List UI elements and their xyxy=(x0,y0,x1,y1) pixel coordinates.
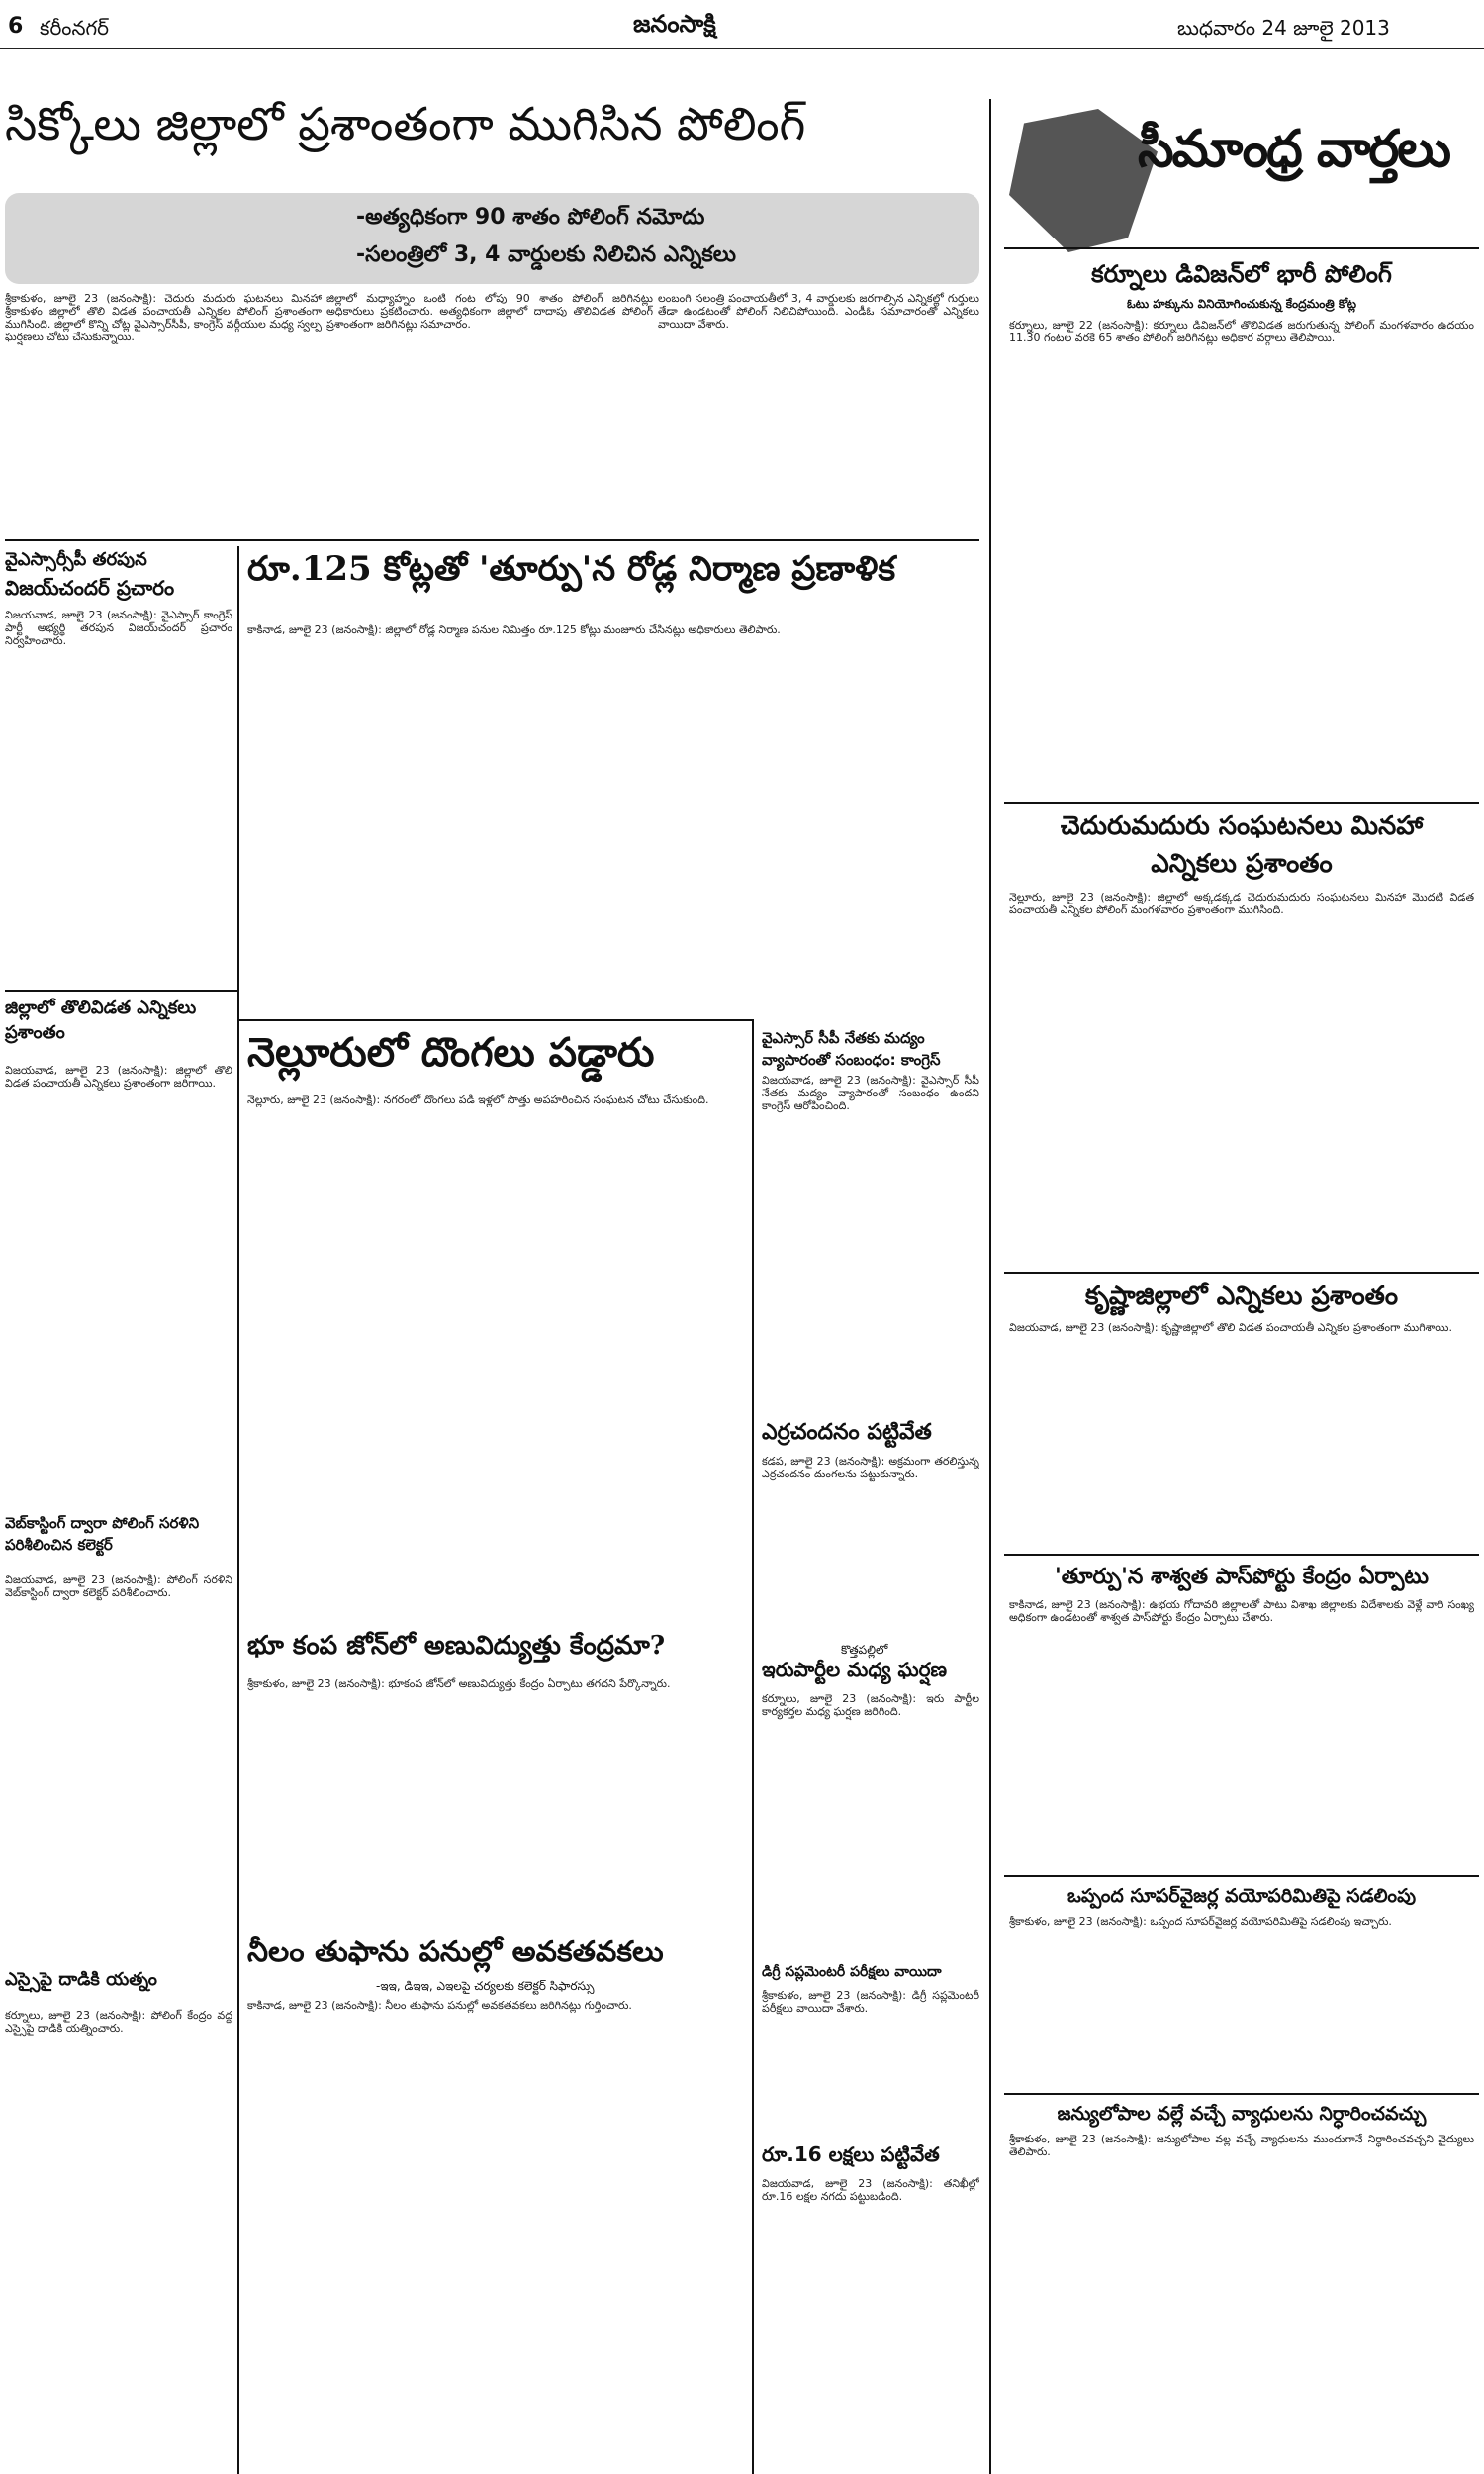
subtitle-1: -అత్యధికంగా 90 శాతం పోలింగ్ నమోదు xyxy=(356,205,705,230)
divider xyxy=(752,1019,754,2474)
genetic-body: శ్రీకాకుళం, జూలై 23 (జనంసాక్షి): జన్యులోపాల వల్ల వచ్చే వ్యాధులను ముందుగానే నిర్ధారించవచ్చని వైద్యులు తెలిపారు. xyxy=(1009,2133,1474,2158)
divider xyxy=(1004,1272,1479,1274)
sp-attack-body: కర్నూలు, జూలై 23 (జనంసాక్షి): పోలింగ్ కేంద్రం వద్ద ఎస్సైపై దాడికి యత్నించారు. xyxy=(5,2009,232,2035)
nuclear-headline: భూ కంప జోన్‌లో అణువిద్యుత్తు కేంద్రమా? xyxy=(247,1631,666,1661)
divider xyxy=(989,99,991,2474)
ysrcp-subtitle: విజయ్‌చందర్ ప్రచారం xyxy=(5,576,175,600)
passport-body: కాకినాడ, జూలై 23 (జనంసాక్షి): ఉభయ గోదావరి జిల్లాలతో పాటు విశాఖ జిల్లాలకు విదేశాలకు వెళ్లే వారి సంఖ్య అధికంగా ఉండటంతో శాశ్వత పాస్‌పోర్టు కేంద్రం ఏర్పాటు చేశారు. xyxy=(1009,1598,1474,1624)
main-col-2: జిల్లాలో మధ్యాహ్నం ఒంటి గంట లోపు 90 శాతం పోలింగ్ జరిగినట్లు అధికారులు ప్రకటించారు. అత్యధికంగా జిల్లాలో దాదాపు తొలివిడత పోలింగ్ ప్రశాంతంగా జరిగినట్లు సమాచారం. xyxy=(326,292,653,331)
kurnool-subtitle: ఓటు హక్కును వినియోగించుకున్న కేంద్రమంత్రి కోట్ల xyxy=(1126,297,1357,311)
roads-body: కాకినాడ, జూలై 23 (జనంసాక్షి): జిల్లాలో రోడ్ల నిర్మాణ పనుల నిమిత్తం రూ.125 కోట్లు మంజూరు చేసినట్లు అధికారులు తెలిపారు. xyxy=(247,623,781,636)
contract-body: శ్రీకాకుళం, జూలై 23 (జనంసాక్షి): ఒప్పంద సూపర్‌వైజర్ల వయోపరిమితిపై సడలింపు ఇచ్చారు. xyxy=(1009,1915,1392,1928)
passport-headline: 'తూర్పు'న శాశ్వత పాస్‌పోర్టు కేంద్రం ఏర్పాటు xyxy=(1055,1564,1429,1589)
thieves-headline: నెల్లూరులో దొంగలు పడ్డారు xyxy=(247,1029,655,1076)
clash-kicker: కొత్తపల్లిలో xyxy=(841,1643,888,1657)
sandal-title: ఎర్రచందనం పట్టివేత xyxy=(762,1420,932,1445)
nuclear-body: శ్రీకాకుళం, జూలై 23 (జనంసాక్షి): భూకంప జోన్‌లో అణువిద్యుత్తు కేంద్రం ఏర్పాటు తగదని పేర్కొన్నారు. xyxy=(247,1677,671,1690)
page-header xyxy=(0,0,1484,49)
divider xyxy=(237,1019,752,1021)
divider xyxy=(5,990,237,992)
sandal-body: కడప, జూలై 23 (జనంసాక్షి): అక్రమంగా తరలిస్తున్న ఎర్రచందనం దుంగలను పట్టుకున్నారు. xyxy=(762,1455,979,1480)
roads-headline: రూ.125 కోట్లతో 'తూర్పు'న రోడ్ల నిర్మాణ ప్రణాళిక xyxy=(247,549,896,589)
liquor-title: రూ.16 లక్షలు పట్టివేత xyxy=(762,2142,940,2166)
divider xyxy=(1004,247,1479,249)
thieves-body: నెల్లూరు, జూలై 23 (జనంసాక్షి): నగరంలో దొంగలు పడి ఇళ్లలో సొత్తు అపహరించిన సంఘటన చోటు చేసుకుంది. xyxy=(247,1094,709,1106)
divider xyxy=(1004,802,1479,804)
divider xyxy=(5,539,979,541)
degree-body: శ్రీకాకుళం, జూలై 23 (జనంసాక్షి): డిగ్రీ సప్లమెంటరీ పరీక్షలు వాయిదా వేశారు. xyxy=(762,1989,979,2015)
divider xyxy=(1004,1554,1479,1556)
neelam-body: కాకినాడ, జూలై 23 (జనంసాక్షి): నీలం తుఫాను పనుల్లో అవకతవకలు జరిగినట్లు గుర్తించారు. xyxy=(247,1999,632,2012)
clash-body: కర్నూలు, జూలై 23 (జనంసాక్షి): ఇరు పార్టీల కార్యకర్తల మధ్య ఘర్షణ జరిగింది. xyxy=(762,1692,979,1718)
section-name: కరీంనగర్ xyxy=(40,16,109,40)
sp-attack-title: ఎస్సైపై దాడికి యత్నం xyxy=(5,1969,157,1990)
first-phase-body: విజయవాడ, జూలై 23 (జనంసాక్షి): జిల్లాలో తొలి విడత పంచాయతీ ఎన్నికలు ప్రశాంతంగా జరిగాయి. xyxy=(5,1064,232,1090)
liquor-body: విజయవాడ, జూలై 23 (జనంసాక్షి): తనిఖీల్లో రూ.16 లక్షల నగదు పట్టుబడింది. xyxy=(762,2177,979,2203)
side-logo: సీమాంధ్ర వార్తలు xyxy=(1138,119,1450,179)
headline-subtitle-box xyxy=(5,193,979,284)
webcasting-body: విజయవాడ, జూలై 23 (జనంసాక్షి): పోలింగ్ సరళిని వెబ్‌కాస్టింగ్ ద్వారా కలెక్టర్ పరిశీలించారు. xyxy=(5,1573,232,1599)
krishna-headline: కృష్ణాజిల్లాలో ఎన్నికలు ప్రశాంతం xyxy=(1084,1282,1399,1311)
main-col-3: లంబంగి సలంత్రి పంచాయతీలో 3, 4 వార్డులకు జరగాల్సిన ఎన్నికల్లో గుర్తులు తేడా ఉండటంతో పోలింగ్ నిలిచిపోయింది. ఎండీఓ సమాచారంతో ఎన్నికలు వాయిదా వేశారు. xyxy=(658,292,979,331)
state-map xyxy=(1009,109,1158,252)
kurnool-headline: కర్నూలు డివిజన్‌లో భారీ పోలింగ్ xyxy=(1091,259,1392,288)
divider xyxy=(237,546,239,2474)
subtitle-2: -సలంత్రిలో 3, 4 వార్డులకు నిలిచిన ఎన్నికలు xyxy=(356,242,736,267)
sporadic-body: నెల్లూరు, జూలై 23 (జనంసాక్షి): జిల్లాలో అక్కడక్కడ చెదురుమదురు సంఘటనలు మినహా మొదటి విడత పంచాయతీ ఎన్నికల పోలింగ్ మంగళవారం ప్రశాంతంగా ముగిసింది. xyxy=(1009,891,1474,916)
neelam-headline: నీలం తుఫాను పనుల్లో అవకతవకలు xyxy=(247,1935,664,1969)
kurnool-body: కర్నూలు, జూలై 22 (జనంసాక్షి): కర్నూలు డివిజన్‌లో తొలివిడత జరుగుతున్న పోలింగ్ మంగళవారం ఉదయం 11.30 గంటల వరకే 65 శాతం పోలింగ్ జరిగినట్లు అధికార వర్గాలు తెలిపాయి. xyxy=(1009,319,1474,344)
ysr-leader-body: విజయవాడ, జూలై 23 (జనంసాక్షి): వైఎస్సార్ సీపీ నేతకు మద్యం వ్యాపారంతో సంబంధం ఉందని కాంగ్రెస్ ఆరోపించింది. xyxy=(762,1074,979,1112)
sporadic-headline: చెదురుమదురు సంఘటనలు మినహా xyxy=(1060,811,1424,841)
ysr-leader-title: వైఎస్సార్ సీపీ నేతకు మద్యం వ్యాపారంతో సంబంధం: కాంగ్రెస్ xyxy=(762,1029,941,1069)
divider xyxy=(1004,1875,1479,1877)
divider xyxy=(1004,2093,1479,2095)
dateline: బుధవారం 24 జూలై 2013 xyxy=(1177,16,1390,40)
clash-title: ఇరుపార్టీల మధ్య ఘర్షణ xyxy=(762,1658,947,1681)
degree-title: డిగ్రీ సప్లమెంటరీ పరీక్షలు వాయిదా xyxy=(762,1964,942,1980)
masthead: జనంసాక్షి xyxy=(633,10,716,38)
first-phase-title: జిల్లాలో తొలివిడత ఎన్నికలు ప్రశాంతం xyxy=(5,998,197,1043)
contract-headline: ఒప్పంద సూపర్‌వైజర్ల వయోపరిమితిపై సడలింపు xyxy=(1067,1885,1417,1907)
genetic-headline: జన్యులోపాల వల్లే వచ్చే వ్యాధులను నిర్ధారించవచ్చు xyxy=(1057,2103,1427,2125)
webcasting-title: వెబ్‌కాస్టింగ్ ద్వారా పోలింగ్ సరళిని పరిశీలించిన కలెక్టర్ xyxy=(5,1514,200,1554)
neelam-subtitle: -ఇఇ, డిఇఇ, ఎఇలపై చర్యలకు కలెక్టర్ సిఫారస్సు xyxy=(376,1979,595,1993)
main-col-1: శ్రీకాకుళం, జూలై 23 (జనంసాక్షి): చెదురు మదురు ఘటనలు మినహా శ్రీకాకుళం జిల్లాలో తొలి విడత పంచాయతీ ఎన్నికల పోలింగ్ ప్రశాంతంగా ముగిసింది. జిల్లాలో కొన్ని చోట్ల వైఎస్సార్‌సీపీ, కాంగ్రెస్ వర్గీయుల మధ్య స్వల్ప ఘర్షణలు చోటు చేసుకున్నాయి. xyxy=(5,292,322,343)
sporadic-subtitle: ఎన్నికలు ప్రశాంతం xyxy=(1151,849,1333,879)
krishna-body: విజయవాడ, జూలై 23 (జనంసాక్షి): కృష్ణాజిల్లాలో తొలి విడత పంచాయతీ ఎన్నికల ప్రశాంతంగా ముగిశాయి. xyxy=(1009,1321,1452,1334)
main-headline: సిక్కోలు జిల్లాలో ప్రశాంతంగా ముగిసిన పోలింగ్ xyxy=(5,97,806,150)
ysrcp-body: విజయవాడ, జూలై 23 (జనంసాక్షి): వైఎస్సార్ కాంగ్రెస్ పార్టీ అభ్యర్థి తరపున విజయ్‌చందర్ ప్రచారం నిర్వహించారు. xyxy=(5,609,232,647)
ysrcp-title: వైఎస్సార్సీపీ తరపున xyxy=(5,549,147,570)
page-number: 6 xyxy=(8,14,24,39)
